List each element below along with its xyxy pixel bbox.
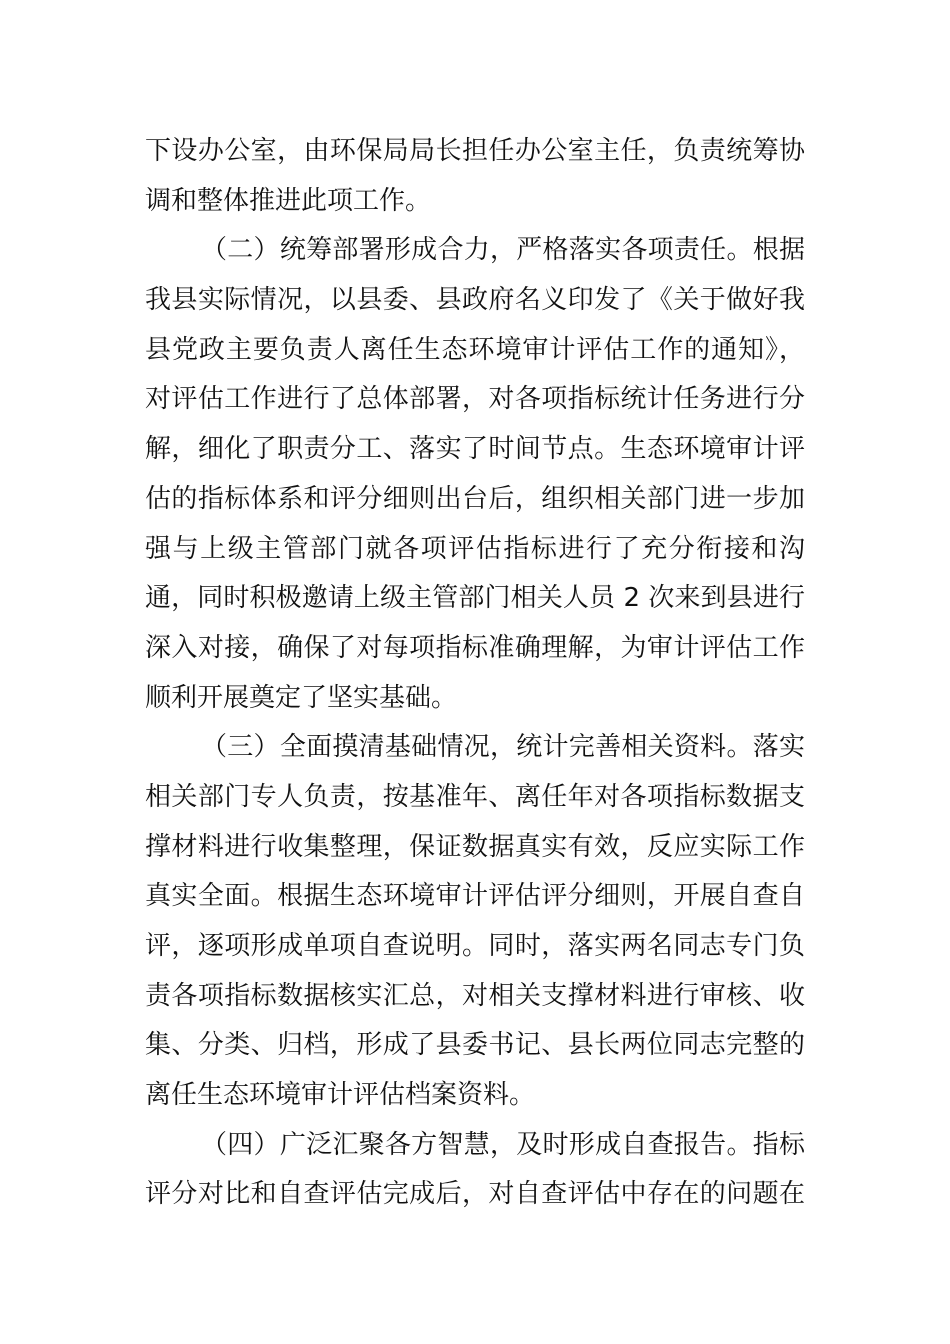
text-line: 估的指标体系和评分细则出台后，组织相关部门进一步加 — [145, 483, 805, 514]
text-line: 顺利开展奠定了坚实基础。 — [145, 682, 458, 713]
text-line: 深入对接，确保了对每项指标准确理解，为审计评估工作 — [145, 632, 805, 663]
paragraph-heading-line: （二）统筹部署形成合力，严格落实各项责任。根据 — [201, 235, 805, 266]
text-line: 对评估工作进行了总体部署，对各项指标统计任务进行分 — [145, 384, 805, 415]
paragraph-heading-line: （三）全面摸清基础情况，统计完善相关资料。落实 — [201, 732, 805, 763]
text-line: 相关部门专人负责，按基准年、离任年对各项指标数据支 — [145, 781, 805, 812]
text-line: 评分对比和自查评估完成后，对自查评估中存在的问题在 — [145, 1179, 805, 1210]
text-line: 县党政主要负责人离任生态环境审计评估工作的通知》， — [145, 334, 805, 365]
text-line: 下设办公室，由环保局局长担任办公室主任，负责统筹协 — [145, 136, 805, 166]
text-line: 强与上级主管部门就各项评估指标进行了充分衔接和沟 — [145, 533, 805, 564]
paragraph-heading-line: （四）广泛汇聚各方智慧，及时形成自查报告。指标 — [201, 1129, 805, 1160]
text-line: 撑材料进行收集整理，保证数据真实有效，反应实际工作 — [145, 831, 805, 862]
text-line: 调和整体推进此项工作。 — [145, 185, 432, 216]
text-line: 解，细化了职责分工、落实了时间节点。生态环境审计评 — [145, 434, 805, 465]
text-line: 离任生态环境审计评估档案资料。 — [145, 1080, 536, 1111]
text-line: 我县实际情况，以县委、县政府名义印发了《关于做好我 — [145, 285, 805, 316]
text-line: 集、分类、归档，形成了县委书记、县长两位同志完整的 — [145, 1030, 805, 1061]
document-body — [145, 127, 805, 1220]
text-line: 评，逐项形成单项自查说明。同时，落实两名同志专门负 — [145, 931, 805, 961]
text-line: 责各项指标数据核实汇总，对相关支撑材料进行审核、收 — [145, 980, 805, 1011]
text-line: 真实全面。根据生态环境审计评估评分细则，开展自查自 — [145, 881, 805, 912]
text-line: 通，同时积极邀请上级主管部门相关人员 2 次来到县进行 — [145, 583, 805, 614]
